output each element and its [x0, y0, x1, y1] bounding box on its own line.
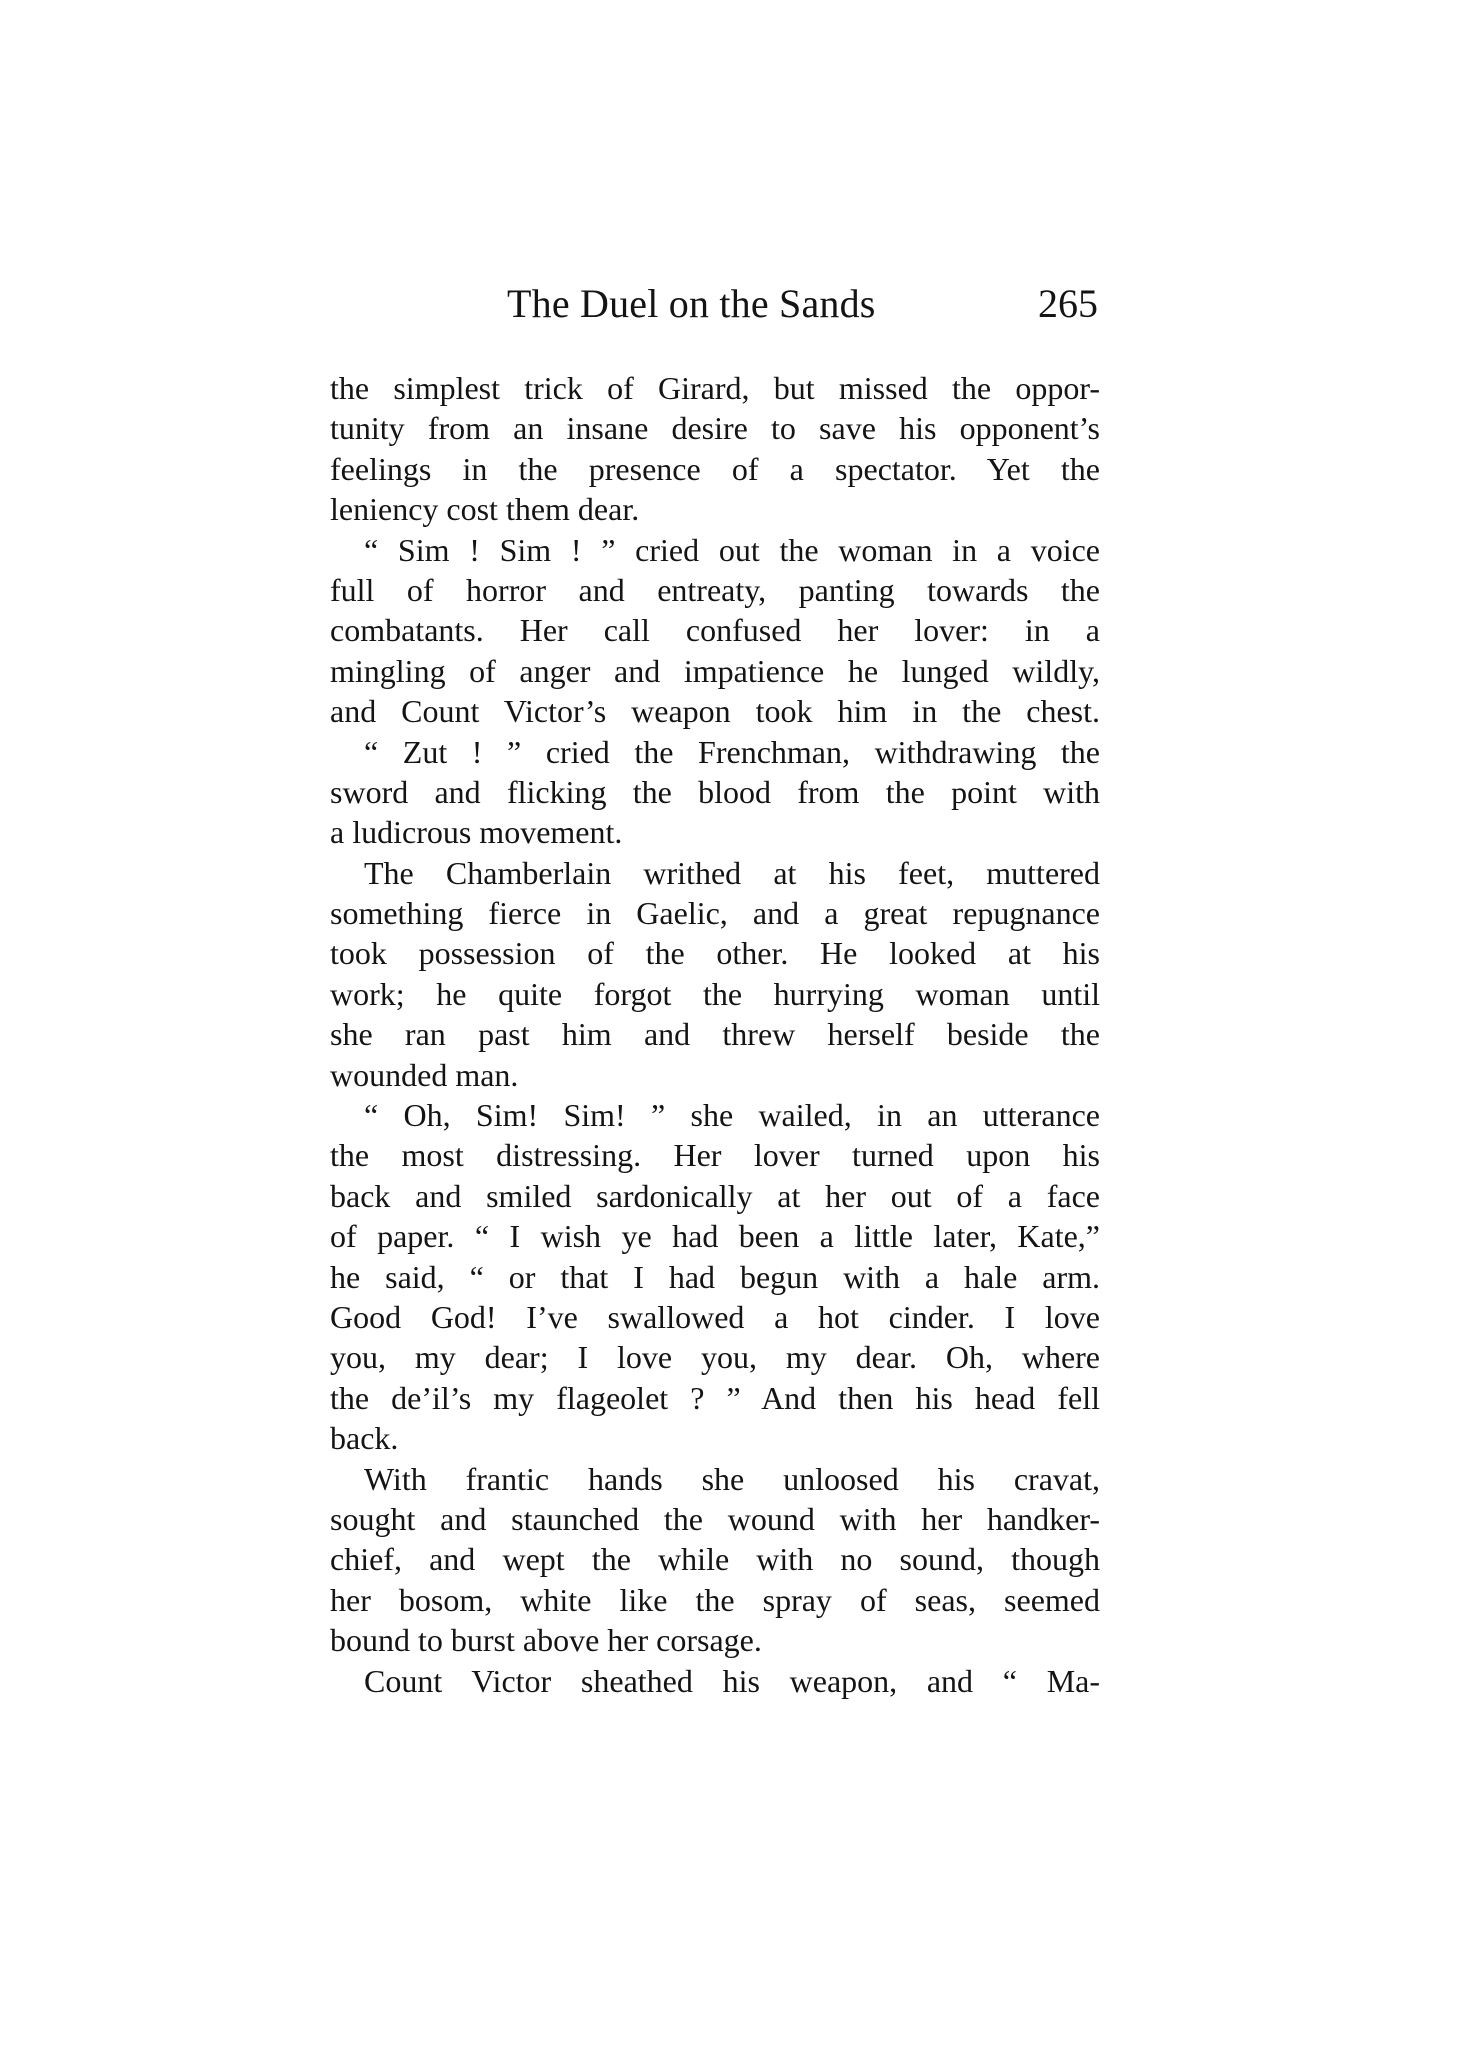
text-line: “ Sim ! Sim ! ” cried out the woman in a voice [364, 531, 1100, 568]
text-line: he said, “ or that I had begun with a hale arm. [330, 1258, 1100, 1295]
text-line: combatants. Her call confused her lover: in a [330, 612, 1100, 649]
text-line: “ Zut ! ” cried the Frenchman, withdrawing the [364, 733, 1100, 770]
text-line: “ Oh, Sim! Sim! ” she wailed, in an utterance [364, 1097, 1100, 1134]
text-line: of paper. “ I wish ye had been a little later, Kate,” [330, 1218, 1100, 1255]
text-line: With frantic hands she unloosed his cravat, [364, 1460, 1100, 1497]
page-number: 265 [1038, 281, 1098, 326]
text-line: and Count Victor’s weapon took him in the chest. [330, 693, 1100, 730]
running-title: The Duel on the Sands [507, 281, 876, 326]
text-line: chief, and wept the while with no sound, though [330, 1541, 1100, 1578]
text-line: work; he quite forgot the hurrying woman until [330, 975, 1100, 1012]
text-line: leniency cost them dear. [330, 491, 640, 528]
text-line: The Chamberlain writhed at his feet, muttered [364, 854, 1100, 891]
text-line: back. [330, 1420, 399, 1457]
text-line: back and smiled sardonically at her out of a face [330, 1177, 1100, 1214]
text-line: feelings in the presence of a spectator. Yet the [330, 450, 1100, 487]
body-text [330, 368, 1100, 1701]
text-line: took possession of the other. He looked at his [330, 935, 1100, 972]
text-line: tunity from an insane desire to save his opponent’s [330, 410, 1100, 447]
text-line: the simplest trick of Girard, but missed the oppor- [330, 370, 1100, 406]
text-line: bound to burst above her corsage. [330, 1622, 762, 1659]
text-line: she ran past him and threw herself beside the [330, 1016, 1100, 1053]
page-header [330, 280, 1100, 340]
text-line: Count Victor sheathed his weapon, and “ Ma- [364, 1662, 1100, 1699]
text-line: full of horror and entreaty, panting towards the [330, 571, 1100, 608]
text-line: Good God! I’ve swallowed a hot cinder. I love [330, 1298, 1100, 1335]
text-line: sword and flicking the blood from the point with [330, 773, 1100, 810]
text-line: wounded man. [330, 1056, 519, 1093]
text-line: you, my dear; I love you, my dear. Oh, where [330, 1339, 1100, 1376]
text-line: something fierce in Gaelic, and a great repugnance [330, 895, 1100, 932]
text-line: the de’il’s my flageolet ? ” And then his head fell [330, 1379, 1100, 1416]
text-line: a ludicrous movement. [330, 814, 623, 851]
text-line: the most distressing. Her lover turned upon his [330, 1137, 1100, 1174]
text-line: sought and staunched the wound with her handker- [330, 1500, 1100, 1537]
text-line: her bosom, white like the spray of seas, seemed [330, 1581, 1100, 1618]
text-line: mingling of anger and impatience he lunged wildly, [330, 652, 1100, 689]
